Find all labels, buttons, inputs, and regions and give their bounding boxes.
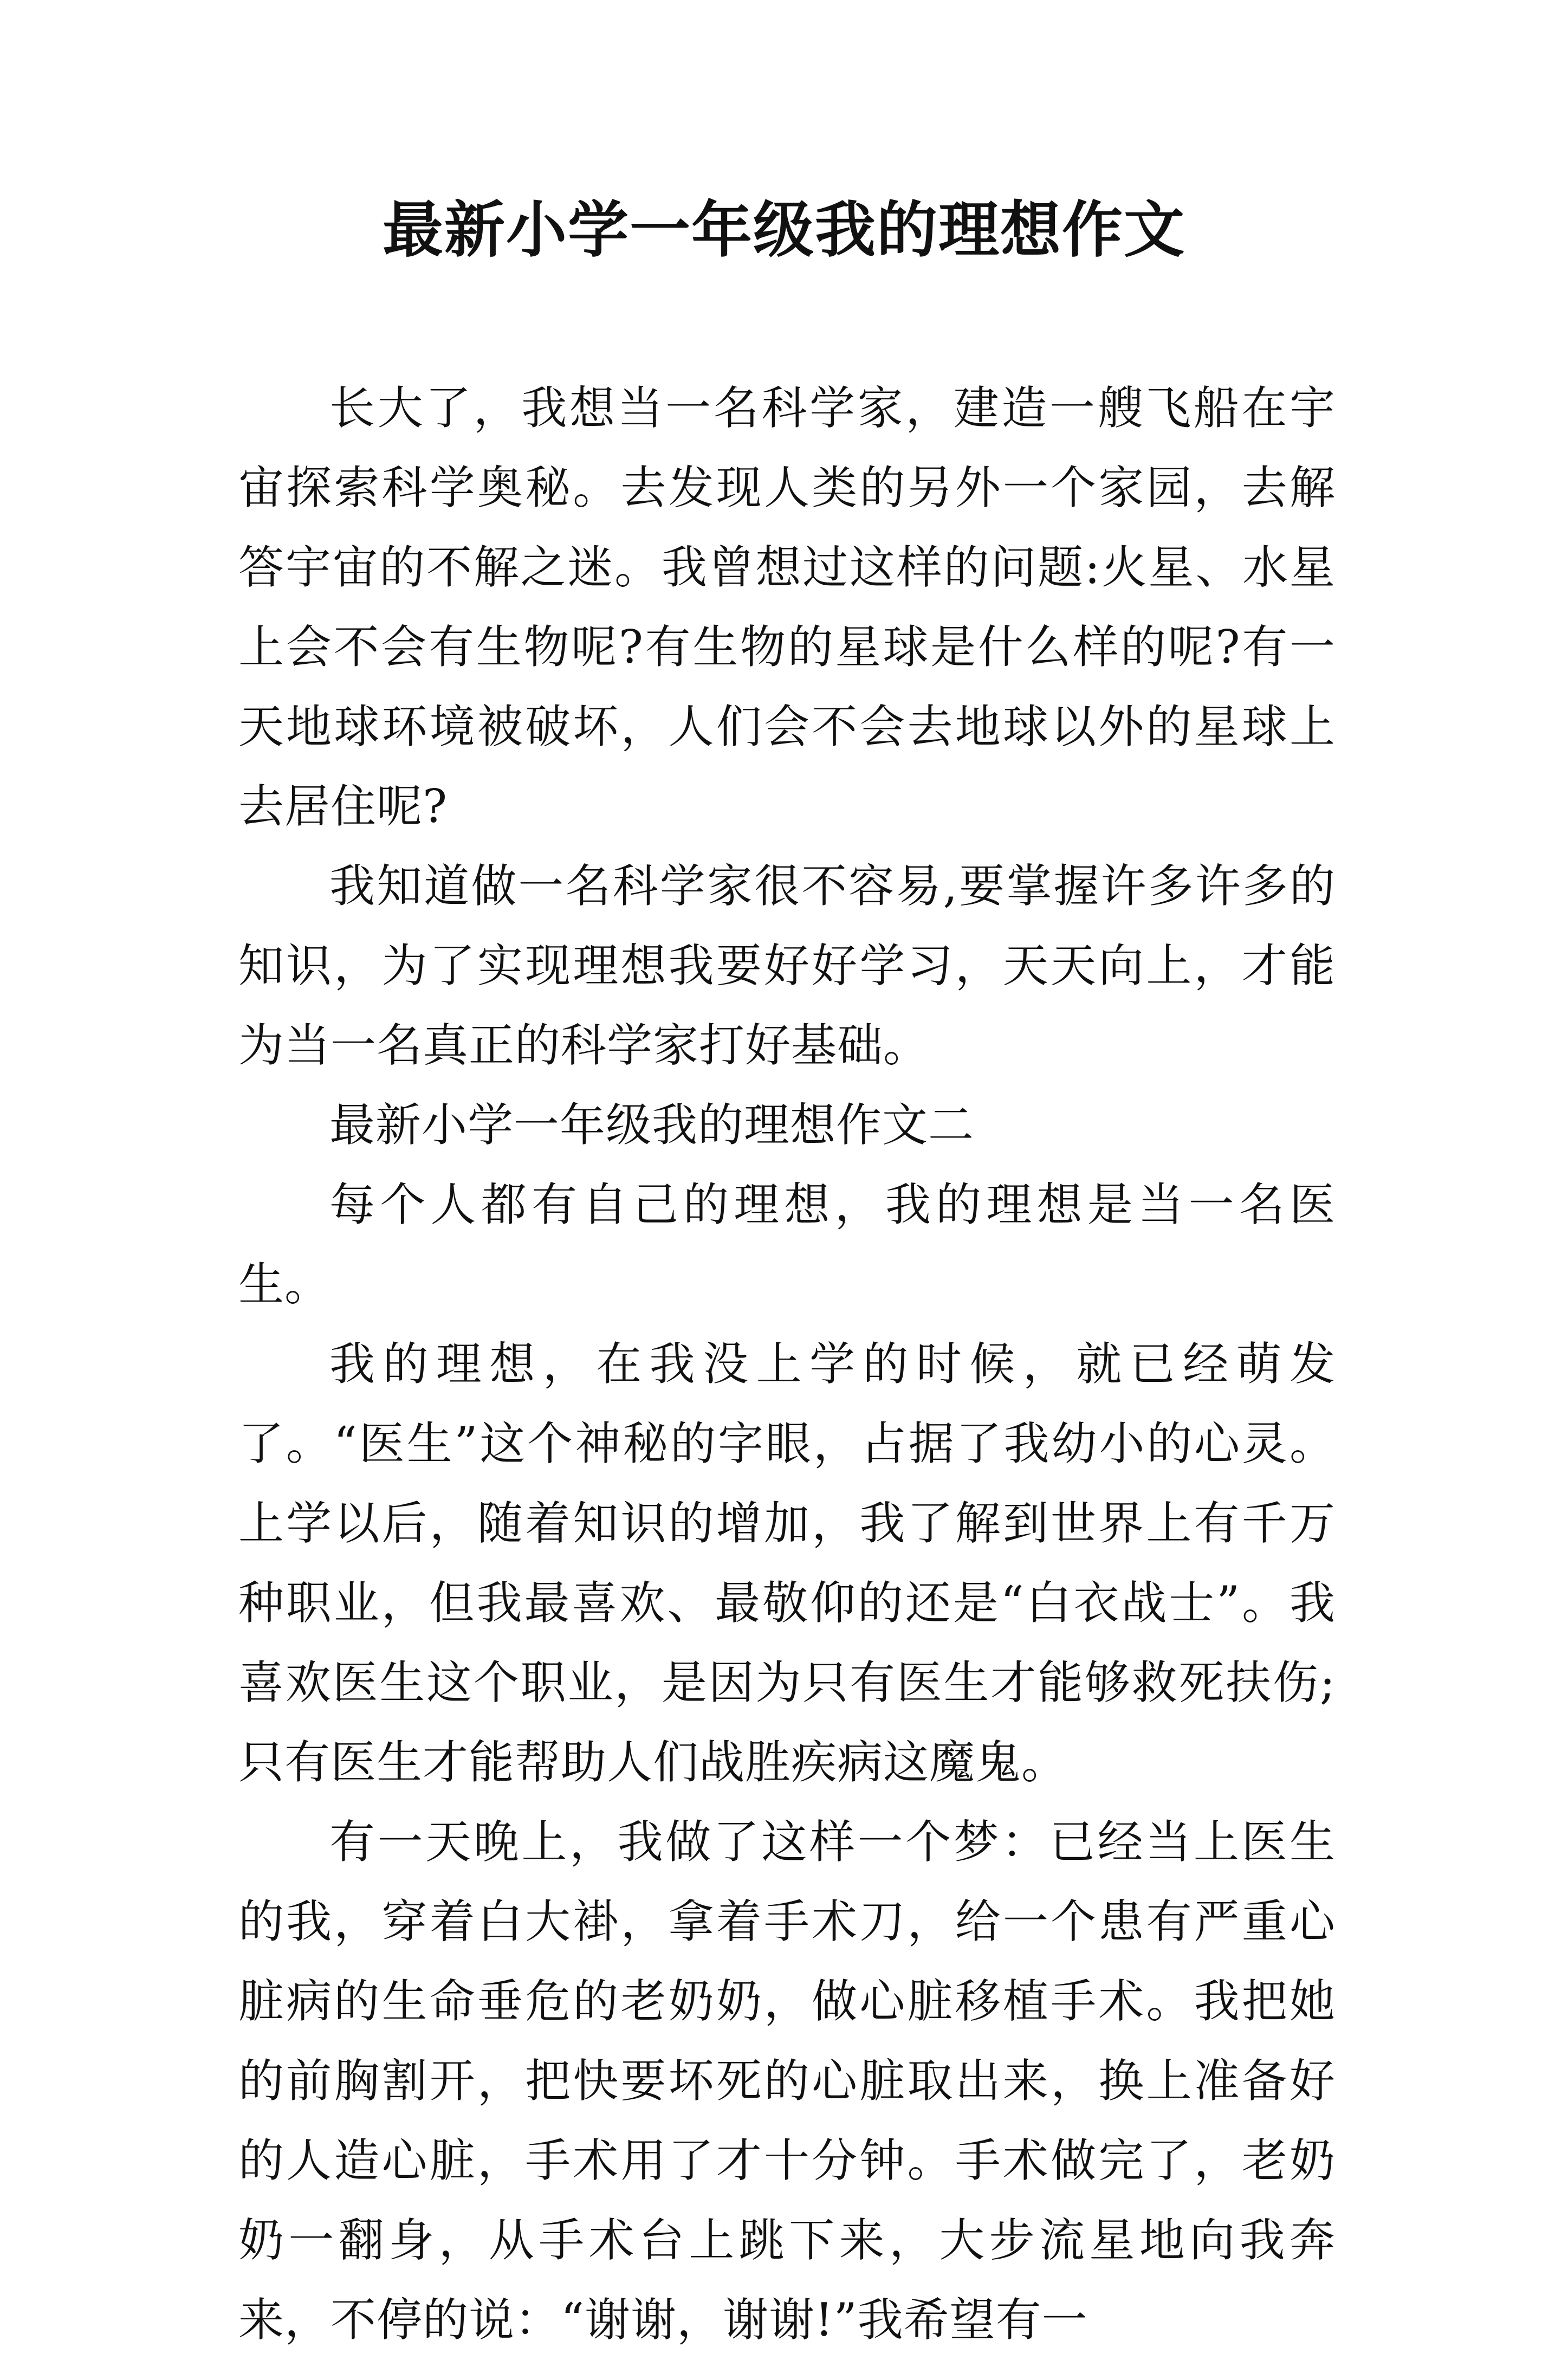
paragraph-3: 每个人都有自己的理想，我的理想是当一名医生。 [238, 1178, 1336, 1311]
document-title: 最新小学一年级我的理想作文 [383, 195, 1185, 266]
section-heading-2: 最新小学一年级我的理想作文二 [329, 1098, 975, 1152]
paragraph-5: 有一天晚上，我做了这样一个梦：已经当上医生的我，穿着白大褂，拿着手术刀，给一个患有严重心脏病的生命垂危的老奶奶，做心脏移植手术。我把她的前胸割开，把快要坏死的心脏取出来，换上准备好的人造心脏，手术用了才十分钟。手术做完了，老奶奶一翻身，从手术台上跳下来，大步流星地向我奔来，不停的说：“谢谢，谢谢!”我希望有一 [238, 1815, 1336, 2346]
document-body [238, 368, 1336, 2360]
paragraph-2: 我知道做一名科学家很不容易,要掌握许多许多的知识，为了实现理想我要好好学习，天天向上，才能为当一名真正的科学家打好基础。 [238, 859, 1336, 1072]
paragraph-1: 长大了，我想当一名科学家，建造一艘飞船在宇宙探索科学奥秘。去发现人类的另外一个家园，去解答宇宙的不解之迷。我曾想过这样的问题:火星、水星上会不会有生物呢?有生物的星球是什么样的呢?有一天地球环境被破坏，人们会不会去地球以外的星球上去居住呢? [238, 382, 1336, 833]
paragraph-4: 我的理想，在我没上学的时候，就已经萌发了。“医生”这个神秘的字眼，占据了我幼小的心灵。上学以后，随着知识的增加，我了解到世界上有千万种职业，但我最喜欢、最敬仰的还是“白衣战士”。我喜欢医生这个职业，是因为只有医生才能够救死扶伤;只有医生才能帮助人们战胜疾病这魔鬼。 [238, 1337, 1336, 1789]
